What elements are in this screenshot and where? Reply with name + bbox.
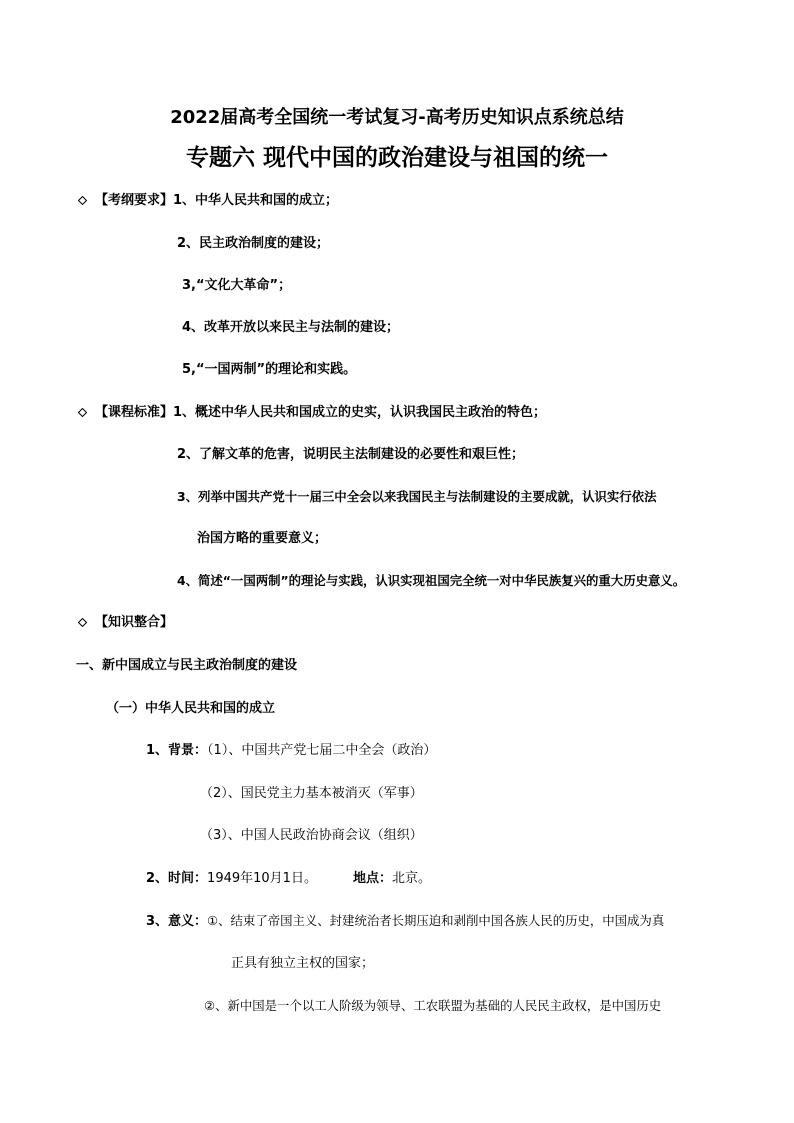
time-value: 1949年10月1日。 — [207, 871, 317, 886]
beijing-label: 1、背景： — [146, 743, 208, 758]
diamond-bullet-icon — [78, 193, 87, 209]
kebiao-item-2: 2、了解文革的危害，说明民主法制建设的必要性和艰巨性； — [177, 447, 525, 462]
place-label: 地点： — [352, 871, 392, 886]
diamond-bullet-icon — [78, 615, 87, 631]
subsection-heading: （一）中华人民共和国的成立 — [106, 701, 276, 716]
beijing-item-3: （3）、中国人民政治协商会议（组织） — [200, 828, 423, 843]
time-label: 2、时间： — [146, 871, 208, 886]
kaogang-item-4: 4、改革开放以来民主与法制的建设； — [182, 320, 400, 335]
kaogang-item-5: 5,“一国两制”的理论和实践。 — [182, 362, 357, 377]
kebiao-label: 【课程标准】 — [95, 405, 174, 420]
diamond-bullet-icon — [78, 405, 87, 421]
kebiao-row — [78, 405, 546, 421]
beijing-row — [146, 743, 436, 759]
kaogang-item-1: 1、中华人民共和国的成立； — [173, 193, 339, 208]
yiyi-item-2: ②、新中国是一个以工人阶级为领导、工农联盟为基础的人民民主政权，是中国历史 — [204, 998, 662, 1013]
beijing-item-2: （2）、国民党主力基本被消灭（军事） — [200, 786, 423, 801]
kebiao-item-3: 3、列举中国共产党十一届三中全会以来我国民主与法制建设的主要成就，认识实行依法 — [177, 489, 657, 504]
kaogang-label: 【考纲要求】 — [95, 193, 174, 208]
yiyi-row — [146, 913, 664, 930]
time-row — [146, 871, 431, 887]
kebiao-item-3-cont: 治国方略的重要意义； — [197, 531, 328, 546]
zhishi-label: 【知识整合】 — [95, 615, 174, 630]
kaogang-item-3: 3,“文化大革命”； — [182, 278, 292, 293]
document-subtitle: 专题六 现代中国的政治建设与祖国的统一 — [185, 145, 608, 171]
document-title: 2022届高考全国统一考试复习-高考历史知识点系统总结 — [170, 107, 624, 128]
kebiao-item-4: 4、简述“一国两制”的理论与实践，认识实现祖国完全统一对中华民族复兴的重大历史意义。 — [177, 573, 686, 588]
kaogang-item-2: 2、民主政治制度的建设； — [177, 236, 330, 251]
kebiao-item-1: 1、概述中华人民共和国成立的史实，认识我国民主政治的特色； — [173, 405, 547, 420]
zhishi-row — [78, 615, 173, 631]
yiyi-label: 3、意义： — [146, 914, 208, 929]
beijing-item-1: （1）、中国共产党七届二中全会（政治） — [207, 743, 437, 758]
section-heading: 一、新中国成立与民主政治制度的建设 — [76, 658, 298, 673]
place-value: 北京。 — [391, 871, 431, 886]
yiyi-item-1: ①、结束了帝国主义、封建统治者长期压迫和剥削中国各族人民的历史，中国成为真 — [207, 913, 665, 928]
yiyi-item-1-cont: 正具有独立主权的国家； — [231, 956, 375, 971]
kaogang-row — [78, 193, 338, 209]
